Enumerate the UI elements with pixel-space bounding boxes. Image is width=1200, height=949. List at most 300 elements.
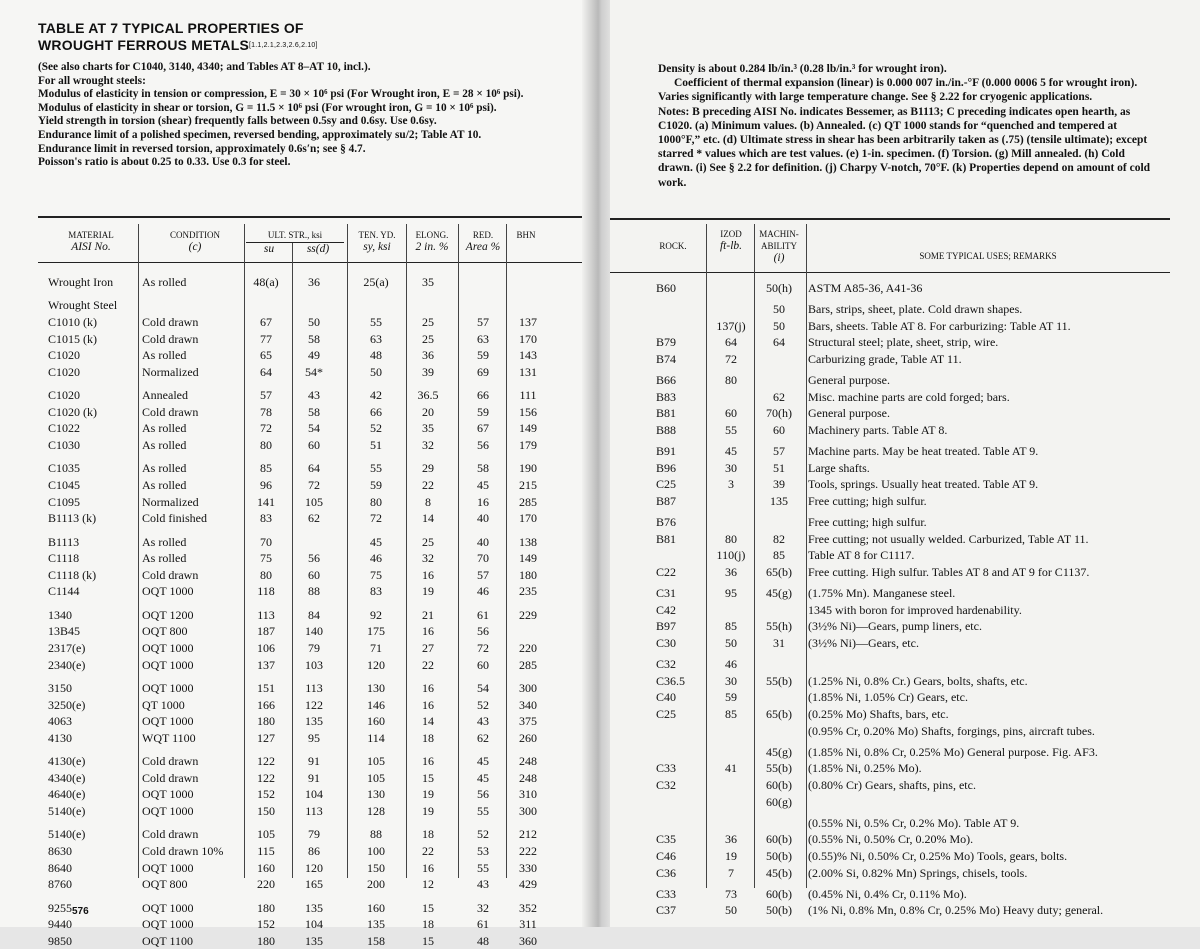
right-page: Density is about 0.284 lb/in.³ (0.28 lb/in.³ for wrought iron). Coefficient of thermal expansion (linear) is 0.000 007 in./in.-°F (0.000 0006 5 for wrought iron). Varies significantly with large temperature change. See § 2.22 for cryogenic applications. Notes: B preceding AISI No. indicates Bessemer, as B1113; C preceding indicates open hearth, as C1020. (a) Minimum values. (b) Annealed. (c) QT 1000 stands for “quenched and tempered at 1000°F,” etc. (d) Ultimate stress in shear has been arbitrarily taken as (.75) (tensile ultimate); except starred * values which are test values. (e) 1-in. specimen. (f) Torsion. (g) Mill annealed. (h) Cold drawn. (i) See § 2.2 for definition. (j) Charpy V-notch, 70°F. (k) Properties depend on amount of cold work. ROCK. IZOD ft-lb. MACHIN- ABILITY (i) SOME TYPICAL USES; REMARKS B60 50(h) ASTM A85-36, A41-36 50 Bars, strips, sheet, plate. Cold drawn shapes. 137(j) 50 Bars, sheets. Table AT 8. For carburizing: Table AT 11. B79 64 64 Structural steel; plate, sheet, strip, wire. B74 72 Carburizing grade, Table AT 11. B66 80 General purpose. B83 62 Misc. machine parts are cold forged; bars. B81 60 70(h) General purpose. B88 55 60 Machinery parts. Table AT 8. B91 45 57 Machine parts. May be heat treated. Table AT 9. B96 30 51 Large shafts. C25 3 39 Tools, springs. Usually heat treated. Table AT 9. B87 135 Free cutting; high sulfur. B76 Free cutting; high sulfur. B81 80 82 Free cutting; not usually welded. Carburized, Table AT 11. 110(j) 85 Table AT 8 for C1117. C22 36 65(b) Free cutting. High sulfur. Tables AT 8 and AT 9 for C1137. C31 95 45(g) (1.75% Mn). Manganese steel. C42 1345 with boron for improved hardenability. B97 85 55(h) (3½% Ni)—Gears, pump liners, etc. C30 50 31 (3½% Ni)—Gears, etc. C32 46 C36.5 30 55(b) (1.25% Ni, 0.8% Cr.) Gears, bolts, shafts, etc. C40 59 (1.85% Ni, 1.05% Cr) Gears, etc. C25 85 65(b) (0.25% Mo) Shafts, bars, etc. (0.95% Cr, 0.20% Mo) Shafts, forgings, pins, aircraft tubes. 45(g) (1.85% Ni, 0.8% Cr, 0.25% Mo) General purpose. Fig. AF3. C33 41 55(b) (1.85% Ni, 0.25% Mo). C32 60(b) (0.80% Cr) Gears, shafts, pins, etc. 60(g) (0.55% Ni, 0.5% Cr, 0.2% Mo). Table AT 9. C35 36 60(b) (0.55% Ni, 0.50% Cr, 0.20% Mo). C46 19 50(b) (0.55)% Ni, 0.50% Cr, 0.25% Mo) Tools, gears, bolts. C36 7 45(b) (2.00% Si, 0.82% Mn) Springs, chisels, tools. C33 73 60(b) (0.45% Ni, 0.4% Cr, 0.11% Mo). C37 50 50(b) (1% Ni, 0.8% Mn, 0.8% Cr, 0.25% Mo) Heavy duty; general. — [610, 0, 1200, 927]
right-cell: C42 — [656, 602, 677, 617]
left-cell: 86 — [308, 844, 320, 858]
left-cell: C1030 — [48, 438, 81, 452]
left-cell: 1340 — [48, 607, 72, 622]
left-cell: 9255 — [48, 900, 72, 915]
left-cell: Cold drawn — [142, 754, 199, 769]
left-cell: 151 — [257, 681, 275, 695]
left-cell: 120 — [367, 657, 385, 672]
left-cell: OQT 1000 — [142, 714, 194, 729]
left-cell: 45 — [477, 478, 489, 492]
right-cell: 85 — [725, 707, 737, 721]
left-cell: 56 — [477, 624, 489, 639]
right-cell: C35 — [656, 832, 677, 847]
left-cell: 152 — [257, 787, 275, 802]
left-cell: 146 — [367, 697, 385, 712]
left-cell: 122 — [257, 770, 275, 785]
right-cell: B79 — [656, 335, 677, 350]
left-cell: 56 — [477, 787, 489, 802]
left-cell: 128 — [367, 804, 385, 818]
left-cell: 135 — [367, 917, 385, 932]
left-cell: 105 — [367, 754, 385, 769]
left-cell: 60 — [477, 657, 489, 672]
left-cell: 75 — [370, 567, 382, 582]
left-cell: 220 — [257, 877, 275, 892]
left-cell: 235 — [519, 584, 537, 599]
left-cell: 2317(e) — [48, 641, 86, 655]
left-cell: 35 — [422, 275, 434, 289]
left-cell: 92 — [370, 607, 382, 622]
left-cell: 9850 — [48, 933, 72, 948]
left-cell: 170 — [519, 331, 537, 346]
left-cell: 15 — [422, 770, 434, 785]
left-cell: 8 — [425, 494, 431, 509]
left-cell: 18 — [422, 730, 434, 745]
left-cell: 138 — [519, 534, 537, 549]
left-cell: 5140(e) — [48, 804, 86, 818]
left-cell: C1144 — [48, 584, 80, 599]
left-cell: 285 — [519, 657, 537, 672]
left-cell: 75 — [260, 551, 272, 566]
left-cell: 14 — [422, 511, 434, 526]
left-cell: 131 — [519, 364, 537, 379]
right-cell: 55(b) — [766, 673, 792, 688]
left-cell: 180 — [257, 933, 275, 948]
left-cell: As rolled — [142, 438, 187, 452]
left-cell: 42 — [370, 388, 382, 403]
left-cell: 83 — [370, 584, 382, 599]
right-cell: C31 — [656, 586, 677, 601]
left-cell: 32 — [422, 551, 434, 566]
right-cell: 50 — [773, 318, 785, 333]
left-cell: 180 — [257, 900, 275, 915]
right-cell: 50(b) — [766, 849, 792, 863]
left-cell: 80 — [260, 567, 272, 582]
left-cell: 54 — [308, 421, 320, 436]
left-cell: 4130(e) — [48, 754, 86, 769]
left-cell: 43 — [308, 388, 320, 403]
left-cell: 63 — [477, 331, 489, 346]
left-cell: 25 — [422, 534, 434, 549]
left-cell: 120 — [305, 860, 323, 875]
title-line-2: WROUGHT FERROUS METALS[1.1,2.1,2.3,2.6,2.10] — [38, 37, 318, 53]
left-cell: Cold drawn — [142, 315, 199, 329]
left-cell: 52 — [370, 421, 382, 436]
left-cell: 18 — [422, 827, 434, 842]
left-cell: 130 — [367, 681, 385, 695]
left-cell: 64 — [260, 364, 272, 379]
left-cell: 96 — [260, 478, 272, 492]
left-cell: 152 — [257, 917, 275, 932]
right-cell: (0.80% Cr) Gears, shafts, pins, etc. — [808, 778, 976, 792]
left-cell: 248 — [519, 754, 537, 769]
right-cell: 19 — [725, 849, 737, 863]
left-cell: 48(a) — [253, 275, 279, 289]
right-cell: 45 — [725, 444, 737, 459]
note-1: For all wrought steels: — [38, 74, 146, 87]
left-cell: 122 — [257, 754, 275, 769]
right-cell: Bars, sheets. Table AT 8. For carburizing: Table AT 11. — [808, 318, 1071, 333]
left-cell: 62 — [477, 730, 489, 745]
left-page: TABLE AT 7 TYPICAL PROPERTIES OF WROUGHT FERROUS METALS[1.1,2.1,2.3,2.6,2.10] (See also charts for C1040, 3140, 4340; and Tables AT 8–AT 10, incl.). For all wrought steels: Modulus of elasticity in tension or compression, E = 30 × 10⁶ psi (For Wrought iron, E = 28 × 10⁶ psi). Modulus of elasticity in shear or torsion, G = 11.5 × 10⁶ psi (For wrought iron, G = 10 × 10⁶ psi). Yield strength in torsion (shear) frequently falls between 0.5sy and 0.6sy. Use 0.6sy. Endurance limit of a polished specimen, reversed bending, approximately su/2; Table AT 10. Endurance limit in reversed torsion, approximately 0.6s′n; see § 4.7. Poisson's ratio is about 0.25 to 0.33. Use 0.3 for steel. MATERIAL AISI No. CONDITION (c) ULT. STR., ksi su ss(d) TEN. YD. sy, ksi ELONG. 2 in. % RED. Area % BHN Wrought Iron As rolled 48(a) 36 25(a) 35 Wrought Steel C1010 (k) Cold drawn 67 50 55 25 57 137 C1015 (k) Cold drawn 77 58 63 25 63 170 C1020 As rolled 65 49 48 36 59 143 C1020 Normalized 64 54* 50 39 69 131 C1020 Annealed 57 43 42 36.5 66 111 C1020 (k) Cold drawn 78 58 66 20 59 156 C1022 As rolled 72 54 52 35 67 149 C1030 As rolled 80 60 51 32 56 179 C1035 As rolled 85 64 55 29 58 190 C1045 As rolled 96 72 59 22 45 215 C1095 Normalized 141 105 80 8 16 285 B1113 (k) Cold finished 83 62 72 14 40 170 B1113 As rolled 70 45 25 40 138 C1118 As rolled 75 56 46 32 70 149 C1118 (k) Cold drawn 80 60 75 16 57 180 C1144 OQT 1000 118 88 83 19 46 235 1340 OQT 1200 113 84 92 21 61 229 13B45 OQT 800 187 140 175 16 56 2317(e) OQT 1000 106 79 71 27 72 220 2340(e) OQT 1000 137 103 120 22 60 285 3150 OQT 1000 151 113 130 16 54 300 3250(e) QT 1000 166 122 146 16 52 340 4063 OQT 1000 180 135 160 14 43 375 4130 WQT 1100 127 95 114 18 62 260 4130(e) Cold drawn 122 91 105 16 45 248 4340(e) Cold drawn 122 91 105 15 45 248 4640(e) OQT 1000 152 104 130 19 56 310 5140(e) OQT 1000 150 113 128 19 55 300 5140(e) Cold drawn 105 79 88 18 52 212 8630 Cold drawn 10% 115 86 100 22 53 222 8640 OQT 1000 160 120 150 16 55 330 8760 OQT 800 220 165 200 12 43 429 9255 OQT 1000 180 135 160 15 32 352 9440 OQT 1000 152 104 135 18 61 311 9850 OQT 1100 180 135 158 15 48 360 576 — [0, 0, 590, 927]
left-cell: 143 — [519, 348, 537, 363]
right-cell: (1.85% Ni, 1.05% Cr) Gears, etc. — [808, 690, 968, 705]
right-cell: B66 — [656, 373, 677, 388]
left-cell: Cold drawn 10% — [142, 844, 224, 858]
left-cell: OQT 1100 — [142, 933, 193, 948]
right-cell: 60 — [773, 423, 785, 437]
left-cell: 43 — [477, 714, 489, 729]
left-cell: 222 — [519, 844, 537, 858]
left-cell: 330 — [519, 860, 537, 875]
left-cell: 60 — [308, 438, 320, 452]
left-cell: 14 — [422, 714, 434, 729]
left-cell: 83 — [260, 511, 272, 526]
left-cell: 59 — [477, 404, 489, 419]
right-cell: 7 — [728, 865, 734, 880]
left-cell: 36 — [308, 275, 320, 289]
left-cell: 45 — [477, 754, 489, 769]
title-line-1: TABLE AT 7 TYPICAL PROPERTIES OF — [38, 20, 304, 36]
right-cell: Misc. machine parts are cold forged; bars. — [808, 389, 1010, 404]
left-cell: C1045 — [48, 478, 81, 492]
right-cell: 62 — [773, 389, 785, 404]
left-cell: 32 — [422, 438, 434, 452]
left-cell: 4063 — [48, 714, 72, 729]
left-cell: 8630 — [48, 844, 72, 858]
left-cell: 32 — [477, 900, 489, 915]
left-cell: 21 — [422, 607, 434, 622]
left-cell: 66 — [477, 388, 489, 403]
left-cell: 63 — [370, 331, 382, 346]
right-cell: Machine parts. May be heat treated. Table AT 9. — [808, 444, 1039, 459]
right-cell: 60 — [725, 406, 737, 421]
left-cell: 16 — [422, 624, 434, 639]
left-cell: 5140(e) — [48, 827, 86, 842]
right-cell: 50 — [725, 903, 737, 918]
right-cell: 51 — [773, 460, 785, 475]
left-cell: 55 — [370, 315, 382, 329]
left-cell: C1022 — [48, 421, 81, 436]
right-cell: (1.85% Ni, 0.8% Cr, 0.25% Mo) General purpose. Fig. AF3. — [808, 744, 1098, 759]
left-cell: 85 — [260, 461, 272, 476]
left-cell: 52 — [477, 827, 489, 842]
right-cell: 72 — [725, 352, 737, 366]
left-cell: OQT 1000 — [142, 641, 194, 655]
note-6: Endurance limit in reversed torsion, approximately 0.6s′n; see § 4.7. — [38, 142, 366, 155]
left-cell: 135 — [305, 714, 323, 729]
right-cell: (3½% Ni)—Gears, pump liners, etc. — [808, 619, 982, 634]
left-cell: 50 — [308, 315, 320, 329]
left-cell: 175 — [367, 624, 385, 639]
left-cell: 180 — [519, 567, 537, 582]
right-cell: General purpose. — [808, 406, 890, 421]
table-top-rule — [38, 216, 590, 218]
right-cell: C40 — [656, 690, 677, 705]
left-cell: 88 — [308, 584, 320, 599]
left-cell: 113 — [257, 607, 275, 622]
right-cell: Free cutting; high sulfur. — [808, 515, 927, 530]
left-cell: 67 — [260, 315, 272, 329]
left-cell: Cold drawn — [142, 827, 199, 842]
right-cell: 85 — [725, 619, 737, 634]
right-cell: C36.5 — [656, 673, 686, 688]
left-cell: 50 — [370, 364, 382, 379]
left-cell: 100 — [367, 844, 385, 858]
note-3: Modulus of elasticity in shear or torsion, G = 11.5 × 10⁶ psi (For wrought iron, G = 10 × 10⁶ psi). — [38, 101, 497, 114]
left-cell: 53 — [477, 844, 489, 858]
left-cell: 58 — [477, 461, 489, 476]
left-cell: As rolled — [142, 275, 187, 289]
left-cell: 57 — [477, 567, 489, 582]
left-cell: 19 — [422, 787, 434, 802]
left-cell: OQT 1000 — [142, 917, 194, 932]
left-cell: Normalized — [142, 364, 199, 379]
left-cell: 64 — [308, 461, 320, 476]
left-cell: B1113 (k) — [48, 511, 97, 526]
right-cell: B91 — [656, 444, 677, 459]
left-cell: 95 — [308, 730, 320, 745]
left-cell: 55 — [477, 860, 489, 875]
left-cell: Cold drawn — [142, 770, 199, 785]
right-cell: 50(h) — [766, 281, 792, 295]
right-cell: 60(b) — [766, 832, 792, 847]
right-cell: (0.25% Mo) Shafts, bars, etc. — [808, 707, 949, 721]
left-cell: 36 — [422, 348, 434, 363]
right-cell: 60(g) — [766, 794, 792, 809]
right-cell: (0.95% Cr, 0.20% Mo) Shafts, forgings, pins, aircraft tubes. — [808, 723, 1095, 738]
right-cell: (0.55)% Ni, 0.50% Cr, 0.25% Mo) Tools, gears, bolts. — [808, 849, 1068, 863]
left-cell: 46 — [370, 551, 382, 566]
left-cell: 91 — [308, 770, 320, 785]
left-cell: 160 — [367, 900, 385, 915]
left-cell: 40 — [477, 534, 489, 549]
left-cell: 200 — [367, 877, 385, 892]
right-cell: 30 — [725, 673, 737, 688]
right-cell: General purpose. — [808, 373, 890, 388]
left-cell: 104 — [305, 787, 323, 802]
left-cell: OQT 1000 — [142, 681, 194, 695]
left-cell: 300 — [519, 804, 537, 818]
left-cell: 40 — [477, 511, 489, 526]
left-cell: 127 — [257, 730, 275, 745]
right-cell: 85 — [773, 548, 785, 563]
left-cell: 69 — [477, 364, 489, 379]
left-cell: 8640 — [48, 860, 72, 875]
right-cell: B81 — [656, 531, 677, 546]
left-cell: 35 — [422, 421, 434, 436]
page-number: 576 — [72, 906, 89, 917]
left-cell: OQT 1000 — [142, 900, 194, 915]
left-cell: 137 — [257, 657, 275, 672]
right-cell: C30 — [656, 636, 677, 650]
left-cell: 160 — [367, 714, 385, 729]
right-cell: Table AT 8 for C1117. — [808, 548, 915, 563]
right-cell: Carburizing grade, Table AT 11. — [808, 352, 962, 366]
left-cell: 79 — [308, 641, 320, 655]
left-cell: 78 — [260, 404, 272, 419]
right-cell: C46 — [656, 849, 677, 863]
right-cell: (0.55% Ni, 0.5% Cr, 0.2% Mo). Table AT 9. — [808, 815, 1020, 830]
left-cell: OQT 1200 — [142, 607, 194, 622]
left-cell: 29 — [422, 461, 434, 476]
left-cell: 8760 — [48, 877, 72, 892]
left-cell: 165 — [305, 877, 323, 892]
left-cell: 352 — [519, 900, 537, 915]
left-cell: 70 — [477, 551, 489, 566]
left-cell: As rolled — [142, 421, 187, 436]
left-cell: OQT 1000 — [142, 804, 194, 818]
right-cell: (3½% Ni)—Gears, etc. — [808, 636, 919, 650]
right-cell: 41 — [725, 761, 737, 776]
right-cell: 3 — [728, 477, 734, 492]
left-cell: 103 — [305, 657, 323, 672]
left-cell: 220 — [519, 641, 537, 655]
left-cell: 149 — [519, 551, 537, 566]
left-cell: 190 — [519, 461, 537, 476]
right-cell: C32 — [656, 657, 677, 672]
left-cell: 16 — [422, 567, 434, 582]
left-cell: 61 — [477, 607, 489, 622]
left-cell: 48 — [477, 933, 489, 948]
left-cell: As rolled — [142, 348, 187, 363]
left-cell: 80 — [260, 438, 272, 452]
left-cell: 4340(e) — [48, 770, 86, 785]
left-cell: Cold finished — [142, 511, 207, 526]
header-bottom-rule — [38, 262, 590, 263]
left-cell: 229 — [519, 607, 537, 622]
right-cell: C33 — [656, 761, 677, 776]
left-cell: 79 — [308, 827, 320, 842]
right-cell: Bars, strips, sheet, plate. Cold drawn shapes. — [808, 302, 1023, 317]
left-cell: 39 — [422, 364, 434, 379]
left-cell: OQT 1000 — [142, 584, 194, 599]
left-cell: 88 — [370, 827, 382, 842]
left-cell: C1118 (k) — [48, 567, 97, 582]
left-cell: 54 — [477, 681, 489, 695]
right-cell: (1.25% Ni, 0.8% Cr.) Gears, bolts, shafts, etc. — [808, 673, 1028, 688]
right-cell: B60 — [656, 281, 677, 295]
right-cell: B87 — [656, 494, 677, 508]
left-cell: 248 — [519, 770, 537, 785]
left-cell: Normalized — [142, 494, 199, 509]
right-cell: 137(j) — [716, 318, 746, 333]
left-cell: 105 — [367, 770, 385, 785]
left-cell: C1010 (k) — [48, 315, 97, 329]
left-cell: 57 — [477, 315, 489, 329]
left-cell: 20 — [422, 404, 434, 419]
table-title — [38, 20, 318, 54]
right-cell: 36 — [725, 832, 737, 847]
right-table-top-rule — [610, 218, 1170, 220]
left-cell: 118 — [257, 584, 275, 599]
right-cell: ASTM A85-36, A41-36 — [808, 281, 923, 295]
right-cell: B97 — [656, 619, 677, 634]
right-cell: 45(g) — [766, 586, 792, 601]
left-cell: 52 — [477, 697, 489, 712]
left-cell: 166 — [257, 697, 275, 712]
left-cell: 72 — [308, 478, 320, 492]
right-cell: Large shafts. — [808, 460, 870, 475]
left-cell: 59 — [370, 478, 382, 492]
left-cell: 43 — [477, 877, 489, 892]
note-5: Endurance limit of a polished specimen, reversed bending, approximately su/2; Table AT 10. — [38, 128, 482, 141]
left-cell: 135 — [305, 933, 323, 948]
left-cell: 49 — [308, 348, 320, 363]
left-cell: 113 — [305, 804, 323, 818]
left-cell: 62 — [308, 511, 320, 526]
left-cell: 212 — [519, 827, 537, 842]
right-cell: 30 — [725, 460, 737, 475]
right-cell: B96 — [656, 460, 677, 475]
right-cell: (0.55% Ni, 0.50% Cr, 0.20% Mo). — [808, 832, 974, 847]
left-cell: 25 — [422, 315, 434, 329]
left-cell: 72 — [260, 421, 272, 436]
right-cell: 50(b) — [766, 903, 792, 918]
left-cell: QT 1000 — [142, 697, 185, 712]
right-cell: 80 — [725, 373, 737, 388]
right-cell: 31 — [773, 636, 785, 650]
left-cell: 55 — [477, 804, 489, 818]
right-cell: Structural steel; plate, sheet, strip, wire. — [808, 335, 999, 350]
left-cell: 22 — [422, 478, 434, 492]
right-cell: B76 — [656, 515, 677, 530]
left-cell: 77 — [260, 331, 272, 346]
left-cell: 18 — [422, 917, 434, 932]
left-cell: 13B45 — [48, 624, 81, 639]
right-cell: B88 — [656, 423, 677, 437]
right-cell: C37 — [656, 903, 677, 918]
note-7: Poisson's ratio is about 0.25 to 0.33. Use 0.3 for steel. — [38, 156, 291, 169]
left-cell: 36.5 — [417, 388, 439, 403]
left-cell: 105 — [305, 494, 323, 509]
left-cell: 59 — [477, 348, 489, 363]
right-cell: C36 — [656, 865, 677, 880]
left-cell: 170 — [519, 511, 537, 526]
left-cell: OQT 1000 — [142, 787, 194, 802]
left-cell: As rolled — [142, 534, 187, 549]
left-cell: 60 — [308, 567, 320, 582]
right-cell: 64 — [773, 335, 785, 350]
left-cell: C1035 — [48, 461, 81, 476]
left-cell: 16 — [477, 494, 489, 509]
left-cell: 122 — [305, 697, 323, 712]
left-cell: 300 — [519, 681, 537, 695]
left-cell: Cold drawn — [142, 404, 199, 419]
left-cell: 179 — [519, 438, 537, 452]
right-cell: 50 — [773, 302, 785, 317]
right-cell: Free cutting; high sulfur. — [808, 494, 927, 508]
right-cell: 135 — [770, 494, 788, 508]
left-cell: OQT 1000 — [142, 860, 194, 875]
right-cell: B74 — [656, 352, 677, 366]
left-cell: 141 — [257, 494, 275, 509]
left-cell: 45 — [370, 534, 382, 549]
left-cell: Annealed — [142, 388, 188, 403]
left-cell: 72 — [370, 511, 382, 526]
left-cell: 114 — [367, 730, 385, 745]
left-cell: C1020 — [48, 388, 81, 403]
left-cell: Cold drawn — [142, 567, 199, 582]
left-cell: 70 — [260, 534, 272, 549]
right-cell: 65(b) — [766, 707, 792, 721]
left-cell: 3150 — [48, 681, 72, 695]
left-cell: C1095 — [48, 494, 81, 509]
left-cell: 158 — [367, 933, 385, 948]
left-cell: 48 — [370, 348, 382, 363]
left-cell: C1020 — [48, 364, 81, 379]
right-cell: 57 — [773, 444, 785, 459]
left-cell: 19 — [422, 584, 434, 599]
